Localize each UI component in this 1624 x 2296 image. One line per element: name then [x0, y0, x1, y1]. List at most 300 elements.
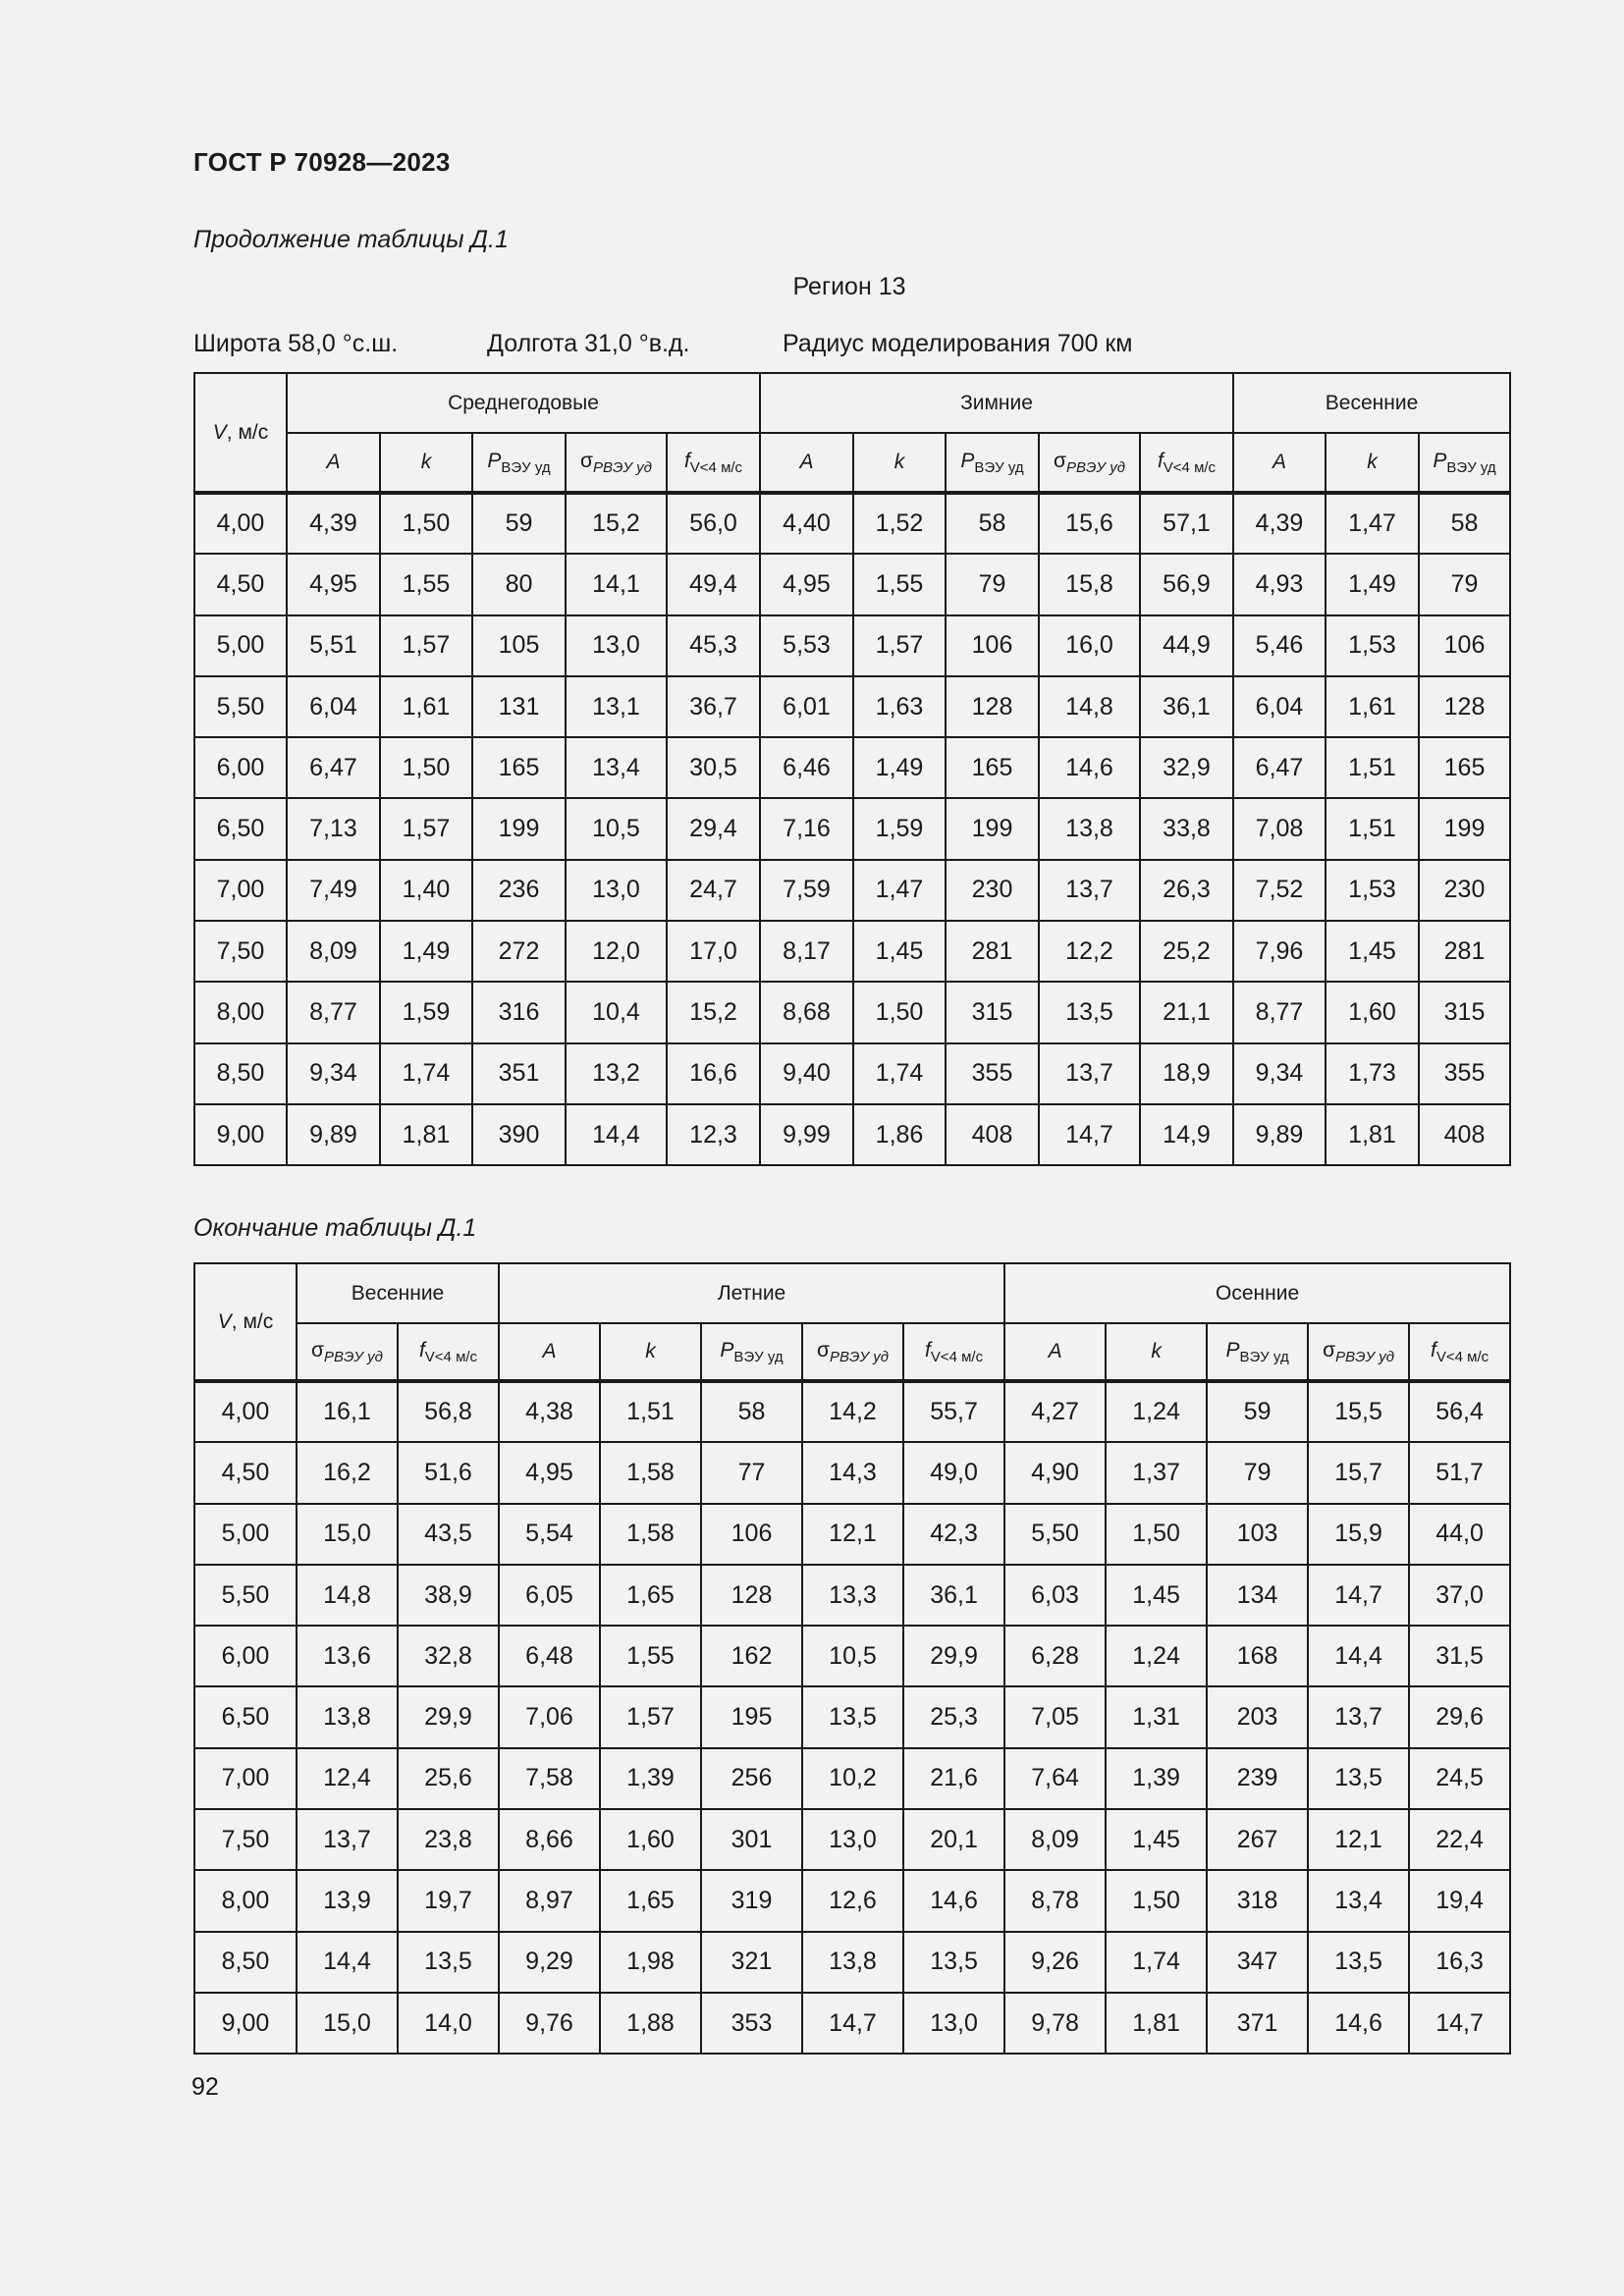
table-cell: 15,0 [297, 1993, 398, 2054]
table-cell: 24,5 [1409, 1748, 1510, 1809]
table-cell: 14,7 [1308, 1565, 1409, 1626]
row-header-cell: 7,00 [194, 1748, 297, 1809]
table-cell: 162 [701, 1626, 802, 1686]
table-cell: 13,0 [802, 1809, 903, 1870]
table-cell: 1,45 [1106, 1809, 1207, 1870]
table-cell: 15,8 [1039, 554, 1140, 614]
table-cell: 49,0 [903, 1442, 1004, 1503]
col-header-p: $P_{ВЭУ уд}$ [946, 433, 1039, 493]
table-cell: 1,53 [1326, 860, 1419, 921]
table-cell: 4,39 [1233, 493, 1326, 554]
table-cell: 30,5 [667, 737, 760, 798]
col-header-a: A [499, 1323, 600, 1381]
col-header-f: $f_{V<4 м/с}$ [1409, 1323, 1510, 1381]
table-cell: 22,4 [1409, 1809, 1510, 1870]
col-header-a: A [1004, 1323, 1106, 1381]
longitude: Долгота 31,0 °в.д. [487, 330, 690, 357]
table-cell: 8,77 [1233, 982, 1326, 1042]
table-row [194, 676, 1510, 737]
col-header-sigma: $\sigma_{PВЭУ уд}$ [566, 433, 667, 493]
table-cell: 12,0 [566, 921, 667, 982]
row-header-cell: 4,00 [194, 493, 287, 554]
table-cell: 199 [946, 798, 1039, 859]
table-cell: 12,6 [802, 1870, 903, 1931]
table-cell: 13,2 [566, 1043, 667, 1104]
table-cell: 25,2 [1140, 921, 1233, 982]
table-cell: 9,89 [287, 1104, 380, 1165]
table-cell: 1,65 [600, 1870, 701, 1931]
table-cell: 230 [1419, 860, 1510, 921]
table-cell: 1,81 [1106, 1993, 1207, 2054]
table-cell: 4,40 [760, 493, 853, 554]
group-header-spring: Весенние [1233, 373, 1510, 433]
col-header-f: $f_{V<4 м/с}$ [398, 1323, 499, 1381]
table-row [194, 1565, 1510, 1626]
table-cell: 10,2 [802, 1748, 903, 1809]
latitude: Широта 58,0 °с.ш. [193, 330, 399, 357]
table-cell: 1,49 [1326, 554, 1419, 614]
table-cell: 44,9 [1140, 615, 1233, 676]
table-cell: 9,40 [760, 1043, 853, 1104]
table-cell: 15,0 [297, 1504, 398, 1565]
table-row [194, 493, 1510, 554]
table-cell: 10,5 [802, 1626, 903, 1686]
table-cell: 1,61 [380, 676, 472, 737]
table-cell: 14,3 [802, 1442, 903, 1503]
table-cell: 42,3 [903, 1504, 1004, 1565]
table-cell: 315 [1419, 982, 1510, 1042]
table-cell: 13,7 [1039, 860, 1140, 921]
table-cell: 6,48 [499, 1626, 600, 1686]
table-cell: 239 [1207, 1748, 1308, 1809]
table-cell: 7,05 [1004, 1686, 1106, 1747]
table-cell: 6,28 [1004, 1626, 1106, 1686]
table-cell: 1,39 [1106, 1748, 1207, 1809]
table-cell: 9,34 [1233, 1043, 1326, 1104]
table-cell: 371 [1207, 1993, 1308, 2054]
table-cell: 347 [1207, 1932, 1308, 1993]
table-cell: 1,47 [853, 860, 946, 921]
table-cell: 29,4 [667, 798, 760, 859]
table-cell: 6,47 [1233, 737, 1326, 798]
table-cell: 318 [1207, 1870, 1308, 1931]
table-cell: 14,4 [1308, 1626, 1409, 1686]
table-cell: 1,74 [853, 1043, 946, 1104]
table-cell: 14,7 [1039, 1104, 1140, 1165]
table-cell: 6,05 [499, 1565, 600, 1626]
table-cell: 10,4 [566, 982, 667, 1042]
table-cell: 7,13 [287, 798, 380, 859]
table-cell: 58 [701, 1381, 802, 1442]
table-cell: 7,96 [1233, 921, 1326, 982]
table-cell: 51,7 [1409, 1442, 1510, 1503]
table-cell: 9,89 [1233, 1104, 1326, 1165]
table-cell: 168 [1207, 1626, 1308, 1686]
table-cell: 15,9 [1308, 1504, 1409, 1565]
table-cell: 5,46 [1233, 615, 1326, 676]
table-cell: 1,58 [600, 1442, 701, 1503]
table-cell: 5,51 [287, 615, 380, 676]
table-cell: 10,5 [566, 798, 667, 859]
table-cell: 16,2 [297, 1442, 398, 1503]
table-cell: 80 [472, 554, 566, 614]
table-row [194, 1104, 1510, 1165]
table-cell: 1,53 [1326, 615, 1419, 676]
table-cell: 79 [1207, 1442, 1308, 1503]
table-cell: 1,63 [853, 676, 946, 737]
region-label: Регион 13 [792, 273, 906, 300]
col-header-p: $P_{ВЭУ уд}$ [701, 1323, 802, 1381]
table-cell: 7,58 [499, 1748, 600, 1809]
table-cell: 8,66 [499, 1809, 600, 1870]
group-header-spring: Весенние [297, 1263, 499, 1323]
table-cell: 5,53 [760, 615, 853, 676]
table-cell: 37,0 [1409, 1565, 1510, 1626]
group-header-summer: Летние [499, 1263, 1004, 1323]
table-cell: 8,78 [1004, 1870, 1106, 1931]
table-cell: 16,6 [667, 1043, 760, 1104]
table-cell: 21,6 [903, 1748, 1004, 1809]
table-cell: 12,4 [297, 1748, 398, 1809]
col-header-a: A [760, 433, 853, 493]
table-cell: 1,52 [853, 493, 946, 554]
table-cell: 1,73 [1326, 1043, 1419, 1104]
table-row [194, 1809, 1510, 1870]
table-cell: 14,6 [903, 1870, 1004, 1931]
table-cell: 1,60 [600, 1809, 701, 1870]
table-cell: 105 [472, 615, 566, 676]
table-cell: 1,58 [600, 1504, 701, 1565]
table-cell: 1,50 [853, 982, 946, 1042]
table-cell: 13,7 [1308, 1686, 1409, 1747]
table-cell: 18,9 [1140, 1043, 1233, 1104]
table-cell: 8,97 [499, 1870, 600, 1931]
table-cell: 9,34 [287, 1043, 380, 1104]
table-cell: 8,09 [287, 921, 380, 982]
table-cell: 57,1 [1140, 493, 1233, 554]
table-cell: 12,1 [1308, 1809, 1409, 1870]
table-cell: 13,0 [566, 860, 667, 921]
table-cell: 16,3 [1409, 1932, 1510, 1993]
table-cell: 131 [472, 676, 566, 737]
table-cell: 79 [1419, 554, 1510, 614]
table-cell: 14,7 [1409, 1993, 1510, 2054]
row-header-cell: 8,00 [194, 1870, 297, 1931]
table-cell: 1,55 [600, 1626, 701, 1686]
table-cell: 59 [1207, 1381, 1308, 1442]
table-cell: 281 [1419, 921, 1510, 982]
table-cell: 7,16 [760, 798, 853, 859]
table-cell: 165 [946, 737, 1039, 798]
table-cell: 165 [472, 737, 566, 798]
table-cell: 29,9 [398, 1686, 499, 1747]
table-cell: 24,7 [667, 860, 760, 921]
row-header-cell: 5,00 [194, 615, 287, 676]
table-cell: 5,54 [499, 1504, 600, 1565]
table-cell: 128 [701, 1565, 802, 1626]
table-cell: 14,8 [1039, 676, 1140, 737]
table-cell: 7,64 [1004, 1748, 1106, 1809]
table-cell: 55,7 [903, 1381, 1004, 1442]
table-row [194, 1043, 1510, 1104]
table-cell: 203 [1207, 1686, 1308, 1747]
table-cell: 13,5 [1039, 982, 1140, 1042]
table-cell: 25,3 [903, 1686, 1004, 1747]
col-header-v: V, м/с [194, 373, 287, 493]
table-cell: 1,51 [1326, 798, 1419, 859]
table-cell: 1,39 [600, 1748, 701, 1809]
row-header-cell: 6,00 [194, 1626, 297, 1686]
table-cell: 14,6 [1039, 737, 1140, 798]
col-header-a: A [287, 433, 380, 493]
table-cell: 6,04 [1233, 676, 1326, 737]
table-cell: 12,1 [802, 1504, 903, 1565]
table-cell: 4,95 [499, 1442, 600, 1503]
row-header-cell: 5,00 [194, 1504, 297, 1565]
table-cell: 21,1 [1140, 982, 1233, 1042]
table-cell: 45,3 [667, 615, 760, 676]
table-cell: 165 [1419, 737, 1510, 798]
table-cell: 23,8 [398, 1809, 499, 1870]
table-cell: 20,1 [903, 1809, 1004, 1870]
table-cell: 19,7 [398, 1870, 499, 1931]
row-header-cell: 7,50 [194, 921, 287, 982]
table-cell: 13,0 [903, 1993, 1004, 2054]
table-cell: 1,74 [380, 1043, 472, 1104]
table-cell: 59 [472, 493, 566, 554]
table-cell: 13,4 [566, 737, 667, 798]
table-row [194, 615, 1510, 676]
table-cell: 36,1 [903, 1565, 1004, 1626]
table-cell: 355 [946, 1043, 1039, 1104]
table-cell: 6,47 [287, 737, 380, 798]
table-cell: 1,81 [1326, 1104, 1419, 1165]
table-cell: 49,4 [667, 554, 760, 614]
table-cell: 230 [946, 860, 1039, 921]
table-cell: 1,51 [1326, 737, 1419, 798]
table-cell: 353 [701, 1993, 802, 2054]
table-cell: 355 [1419, 1043, 1510, 1104]
table-row [194, 737, 1510, 798]
table-cell: 1,51 [600, 1381, 701, 1442]
table-cell: 38,9 [398, 1565, 499, 1626]
table-cell: 4,38 [499, 1381, 600, 1442]
row-header-cell: 5,50 [194, 1565, 297, 1626]
table-cell: 14,7 [802, 1993, 903, 2054]
table-cell: 315 [946, 982, 1039, 1042]
table-cell: 134 [1207, 1565, 1308, 1626]
group-header-winter: Зимние [760, 373, 1233, 433]
page-number: 92 [191, 2073, 219, 2101]
table-cell: 14,9 [1140, 1104, 1233, 1165]
table-cell: 1,88 [600, 1993, 701, 2054]
table-cell: 6,46 [760, 737, 853, 798]
table-cell: 1,31 [1106, 1686, 1207, 1747]
row-header-cell: 7,00 [194, 860, 287, 921]
table-cell: 1,59 [380, 982, 472, 1042]
col-header-sigma: $\sigma_{PВЭУ уд}$ [802, 1323, 903, 1381]
col-header-a: A [1233, 433, 1326, 493]
table-cell: 32,9 [1140, 737, 1233, 798]
table-cell: 9,29 [499, 1932, 600, 1993]
table-cell: 32,8 [398, 1626, 499, 1686]
row-header-cell: 9,00 [194, 1104, 287, 1165]
group-header-annual: Среднегодовые [287, 373, 760, 433]
table-cell: 1,24 [1106, 1381, 1207, 1442]
table-cell: 1,61 [1326, 676, 1419, 737]
table-cell: 390 [472, 1104, 566, 1165]
row-header-cell: 6,00 [194, 737, 287, 798]
table-cell: 8,17 [760, 921, 853, 982]
table-row [194, 1993, 1510, 2054]
col-header-sigma: $\sigma_{PВЭУ уд}$ [297, 1323, 398, 1381]
table-cell: 31,5 [1409, 1626, 1510, 1686]
table-cell: 15,5 [1308, 1381, 1409, 1442]
table-cell: 15,7 [1308, 1442, 1409, 1503]
col-header-f: $f_{V<4 м/с}$ [903, 1323, 1004, 1381]
table-cell: 1,86 [853, 1104, 946, 1165]
table-cell: 1,57 [853, 615, 946, 676]
table-cell: 1,60 [1326, 982, 1419, 1042]
table-cell: 9,76 [499, 1993, 600, 2054]
table-cell: 79 [946, 554, 1039, 614]
table-cell: 7,59 [760, 860, 853, 921]
table-cell: 56,0 [667, 493, 760, 554]
table-cell: 1,98 [600, 1932, 701, 1993]
row-header-cell: 8,50 [194, 1043, 287, 1104]
table-cell: 106 [1419, 615, 1510, 676]
table-cell: 1,45 [1106, 1565, 1207, 1626]
table-row [194, 860, 1510, 921]
group-header-autumn: Осенние [1004, 1263, 1510, 1323]
table-row [194, 1686, 1510, 1747]
table-cell: 13,1 [566, 676, 667, 737]
table-cell: 9,78 [1004, 1993, 1106, 2054]
table-row [194, 982, 1510, 1042]
table-cell: 56,4 [1409, 1381, 1510, 1442]
col-header-f: $f_{V<4 м/с}$ [667, 433, 760, 493]
table-cell: 29,6 [1409, 1686, 1510, 1747]
table-cell: 25,6 [398, 1748, 499, 1809]
table-cell: 8,09 [1004, 1809, 1106, 1870]
table-cell: 4,39 [287, 493, 380, 554]
table-cell: 256 [701, 1748, 802, 1809]
table-cell: 56,8 [398, 1381, 499, 1442]
table-cell: 15,6 [1039, 493, 1140, 554]
table-cell: 321 [701, 1932, 802, 1993]
table-cell: 106 [946, 615, 1039, 676]
table-cell: 15,2 [566, 493, 667, 554]
table-cell: 236 [472, 860, 566, 921]
modeling-radius: Радиус моделирования 700 км [783, 330, 1133, 357]
table-cell: 103 [1207, 1504, 1308, 1565]
table-cell: 7,08 [1233, 798, 1326, 859]
table-cell: 1,47 [1326, 493, 1419, 554]
table-row [194, 1748, 1510, 1809]
table-cell: 14,2 [802, 1381, 903, 1442]
table-cell: 12,3 [667, 1104, 760, 1165]
table-row [194, 1442, 1510, 1503]
table-cell: 1,49 [380, 921, 472, 982]
table-cell: 58 [946, 493, 1039, 554]
col-header-p: $P_{ВЭУ уд}$ [1419, 433, 1510, 493]
table-cell: 13,5 [1308, 1748, 1409, 1809]
table-cell: 1,45 [853, 921, 946, 982]
table-cell: 408 [1419, 1104, 1510, 1165]
table-cell: 351 [472, 1043, 566, 1104]
row-header-cell: 9,00 [194, 1993, 297, 2054]
table-cell: 16,1 [297, 1381, 398, 1442]
row-header-cell: 4,50 [194, 1442, 297, 1503]
table-cell: 195 [701, 1686, 802, 1747]
table-cell: 4,93 [1233, 554, 1326, 614]
table-cell: 7,06 [499, 1686, 600, 1747]
table-cell: 1,37 [1106, 1442, 1207, 1503]
table-cell: 13,5 [398, 1932, 499, 1993]
table-cell: 16,0 [1039, 615, 1140, 676]
table-cell: 1,50 [1106, 1870, 1207, 1931]
document-title: ГОСТ Р 70928—2023 [193, 147, 451, 177]
table-cell: 7,52 [1233, 860, 1326, 921]
table1-body [194, 493, 1510, 1165]
table-cell: 1,74 [1106, 1932, 1207, 1993]
table-cell: 319 [701, 1870, 802, 1931]
table-cell: 8,77 [287, 982, 380, 1042]
table-cell: 1,81 [380, 1104, 472, 1165]
table-cell: 5,50 [1004, 1504, 1106, 1565]
row-header-cell: 6,50 [194, 798, 287, 859]
table-cell: 272 [472, 921, 566, 982]
col-header-f: $f_{V<4 м/с}$ [1140, 433, 1233, 493]
table-cell: 14,1 [566, 554, 667, 614]
col-header-sigma: $\sigma_{PВЭУ уд}$ [1308, 1323, 1409, 1381]
table-cell: 19,4 [1409, 1870, 1510, 1931]
table-cell: 281 [946, 921, 1039, 982]
table-cell: 13,5 [1308, 1932, 1409, 1993]
table-row [194, 1504, 1510, 1565]
table-cell: 12,2 [1039, 921, 1140, 982]
table-cell: 13,9 [297, 1870, 398, 1931]
row-header-cell: 6,50 [194, 1686, 297, 1747]
table-cell: 36,7 [667, 676, 760, 737]
table-cell: 6,03 [1004, 1565, 1106, 1626]
table-cell: 1,65 [600, 1565, 701, 1626]
table-cell: 1,57 [600, 1686, 701, 1747]
table1 [193, 372, 1511, 1166]
table-cell: 29,9 [903, 1626, 1004, 1686]
table-cell: 14,4 [297, 1932, 398, 1993]
col-header-k: k [1326, 433, 1419, 493]
table-cell: 199 [472, 798, 566, 859]
table-cell: 301 [701, 1809, 802, 1870]
table-cell: 1,55 [380, 554, 472, 614]
table-cell: 408 [946, 1104, 1039, 1165]
table-cell: 199 [1419, 798, 1510, 859]
table-cell: 58 [1419, 493, 1510, 554]
table-row [194, 1870, 1510, 1931]
col-header-sigma: $\sigma_{PВЭУ уд}$ [1039, 433, 1140, 493]
table-cell: 316 [472, 982, 566, 1042]
table-cell: 9,99 [760, 1104, 853, 1165]
table-cell: 1,57 [380, 798, 472, 859]
table-cell: 8,68 [760, 982, 853, 1042]
col-header-p: $P_{ВЭУ уд}$ [1207, 1323, 1308, 1381]
table-cell: 13,4 [1308, 1870, 1409, 1931]
col-header-k: k [380, 433, 472, 493]
table-cell: 51,6 [398, 1442, 499, 1503]
table-cell: 6,04 [287, 676, 380, 737]
table-cell: 128 [1419, 676, 1510, 737]
